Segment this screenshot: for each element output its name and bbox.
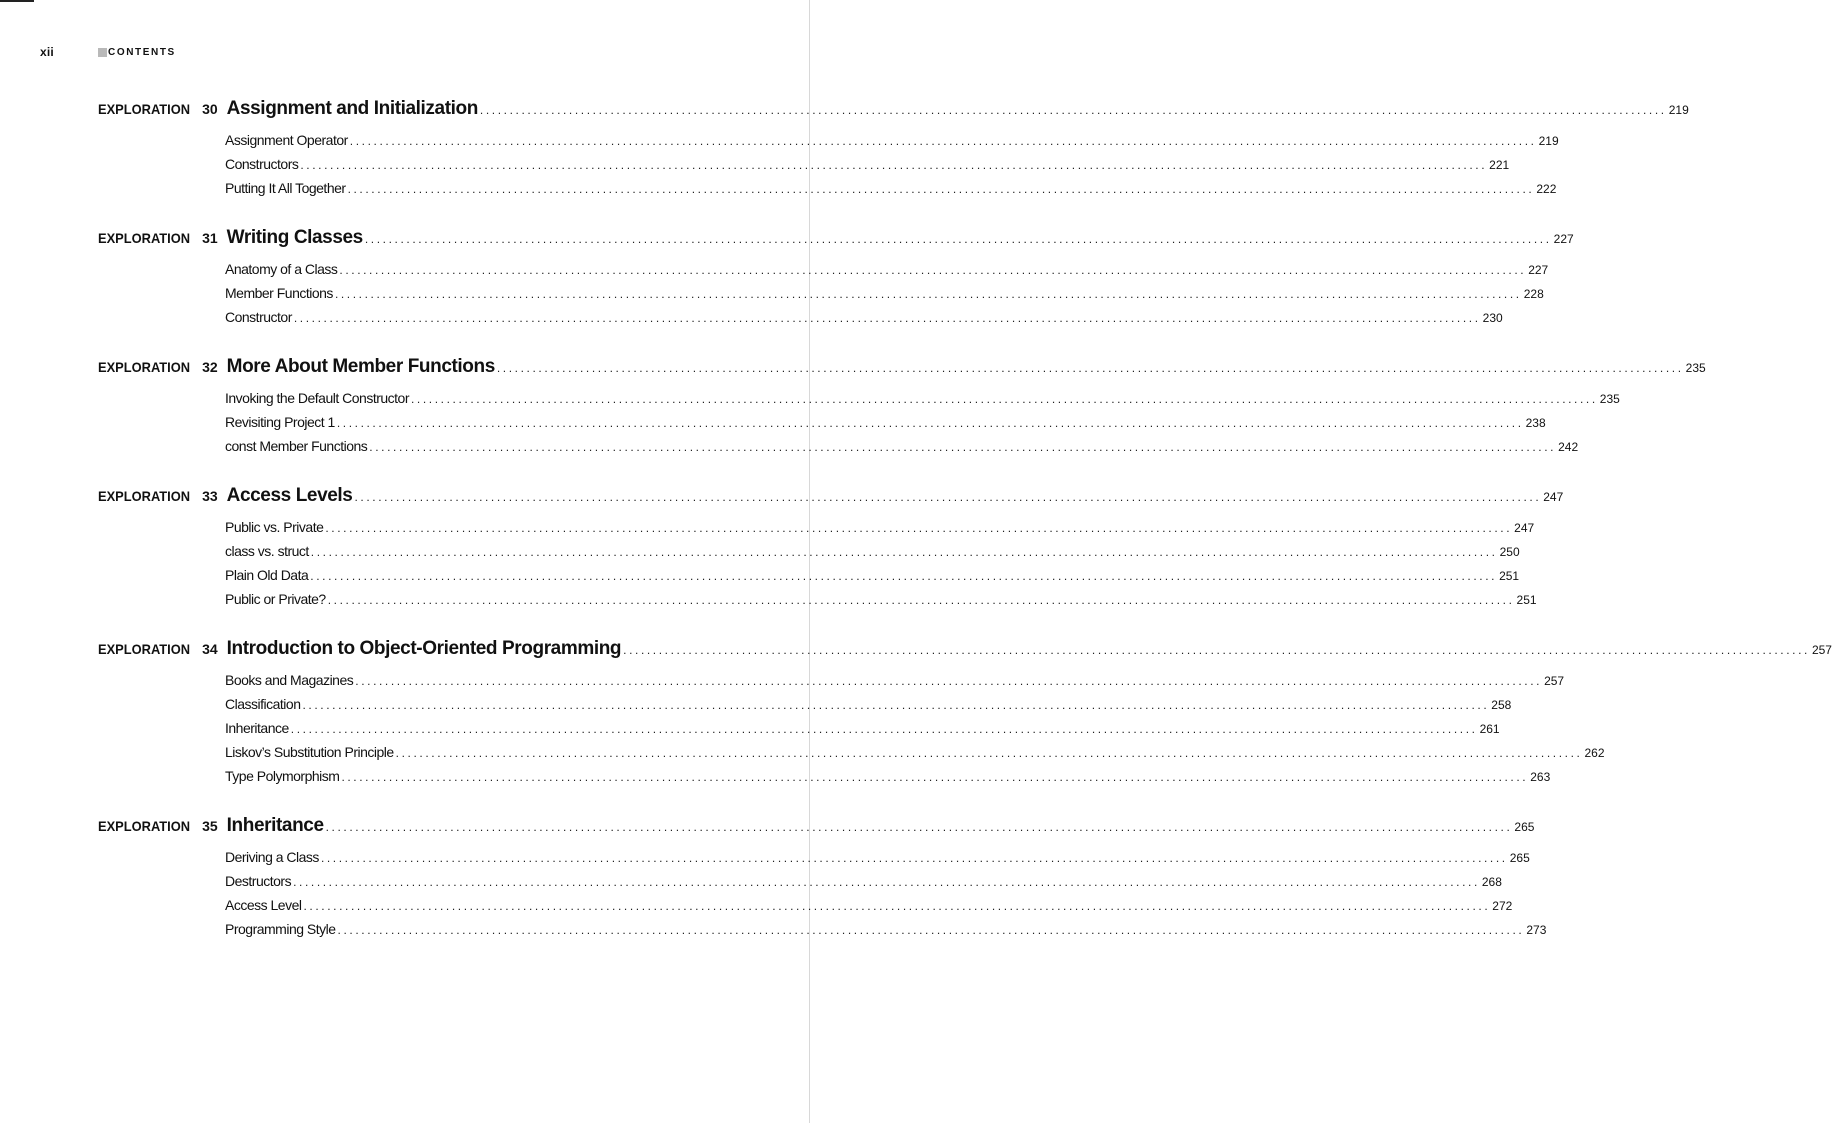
chapter-label: EXPLORATION xyxy=(98,488,191,504)
section-title: Inheritance xyxy=(225,720,289,736)
toc-chapter xyxy=(98,98,1689,204)
chapter-entry[interactable] xyxy=(98,227,1574,253)
section-entry[interactable] xyxy=(225,390,1620,414)
section-title: Public or Private? xyxy=(225,591,326,607)
section-entry[interactable] xyxy=(225,768,1551,792)
chapter-label: EXPLORATION xyxy=(98,230,191,246)
leader-dots: ........................................................................................................................................................................................................ xyxy=(336,416,1524,430)
section-entry[interactable] xyxy=(225,744,1605,768)
section-page: 227 xyxy=(1528,263,1549,277)
leader-dots: ........................................................................................................................................................................................................ xyxy=(347,182,1535,196)
section-page: 222 xyxy=(1536,182,1557,196)
section-title: Type Polymorphism xyxy=(225,768,340,784)
leader-dots: ........................................................................................................................................................................................................ xyxy=(303,899,1491,913)
leader-dots: ........................................................................................................................................................................................................ xyxy=(293,875,1480,889)
leader-dots: ........................................................................................................................................................................................................ xyxy=(334,287,1522,301)
section-entry[interactable] xyxy=(225,897,1513,921)
section-page: 268 xyxy=(1481,875,1502,889)
section-title: Revisiting Project 1 xyxy=(225,414,335,430)
chapter-page: 247 xyxy=(1543,490,1564,504)
section-title: Member Functions xyxy=(225,285,333,301)
contents-label: CONTENTS xyxy=(108,46,176,58)
section-title: Constructors xyxy=(225,156,299,172)
chapter-label: EXPLORATION xyxy=(98,101,191,117)
section-list xyxy=(225,849,1547,945)
section-page: 235 xyxy=(1599,392,1620,406)
chapter-label: EXPLORATION xyxy=(98,818,191,834)
section-entry[interactable] xyxy=(225,873,1502,897)
toc-chapter xyxy=(98,227,1574,333)
leader-dots: ........................................................................................................................................................................................................ xyxy=(364,232,1552,246)
section-entry[interactable] xyxy=(225,591,1537,615)
section-title: Assignment Operator xyxy=(225,132,348,148)
section-title: Destructors xyxy=(225,873,292,889)
section-page: 238 xyxy=(1525,416,1546,430)
leader-dots: ........................................................................................................................................................................................................ xyxy=(355,674,1543,688)
chapter-title: Access Levels xyxy=(226,485,353,506)
leader-dots: ........................................................................................................................................................................................................ xyxy=(411,392,1598,406)
toc-chapter xyxy=(98,815,1547,945)
section-entry[interactable] xyxy=(225,672,1565,696)
leader-dots: ........................................................................................................................................................................................................ xyxy=(302,698,1490,712)
square-marker-icon xyxy=(98,48,107,57)
section-entry[interactable] xyxy=(225,285,1544,309)
page-number: xii xyxy=(40,45,54,59)
section-title: Programming Style xyxy=(225,921,336,937)
section-page: 242 xyxy=(1558,440,1579,454)
section-title: Access Level xyxy=(225,897,302,913)
chapter-page: 265 xyxy=(1514,820,1535,834)
leader-dots: ........................................................................................................................................................................................................ xyxy=(325,521,1513,535)
chapter-entry[interactable] xyxy=(98,638,1832,664)
section-title: class vs. struct xyxy=(225,543,309,559)
toc-chapter xyxy=(98,356,1706,462)
section-page: 258 xyxy=(1491,698,1512,712)
chapter-title: Assignment and Initialization xyxy=(226,98,478,119)
chapter-title: Inheritance xyxy=(226,815,324,836)
chapter-title: Writing Classes xyxy=(226,227,363,248)
leader-dots: ........................................................................................................................................................................................................ xyxy=(337,923,1525,937)
section-page: 221 xyxy=(1489,158,1510,172)
section-page: 219 xyxy=(1538,134,1559,148)
section-entry[interactable] xyxy=(225,849,1530,873)
section-entry[interactable] xyxy=(225,414,1546,438)
leader-dots: ........................................................................................................................................................................................................ xyxy=(327,593,1515,607)
section-title: Putting It All Together xyxy=(225,180,346,196)
running-header xyxy=(40,44,176,60)
chapter-number: 35 xyxy=(202,818,218,834)
leader-dots: ........................................................................................................................................................................................................ xyxy=(293,311,1481,325)
section-entry[interactable] xyxy=(225,921,1547,945)
chapter-entry[interactable] xyxy=(98,485,1564,511)
section-entry[interactable] xyxy=(225,720,1500,744)
section-page: 261 xyxy=(1479,722,1500,736)
section-entry[interactable] xyxy=(225,543,1520,567)
section-entry[interactable] xyxy=(225,309,1503,333)
section-title: Classification xyxy=(225,696,301,712)
section-title: Deriving a Class xyxy=(225,849,319,865)
toc-chapter xyxy=(98,638,1832,792)
chapter-page: 235 xyxy=(1685,361,1706,375)
section-entry[interactable] xyxy=(225,519,1535,543)
section-page: 263 xyxy=(1530,770,1551,784)
leader-dots: ........................................................................................................................................................................................................ xyxy=(479,103,1667,117)
chapter-number: 34 xyxy=(202,641,218,657)
chapter-label: EXPLORATION xyxy=(98,641,191,657)
leader-dots: ........................................................................................................................................................................................................ xyxy=(349,134,1537,148)
toc-chapter xyxy=(98,485,1564,615)
leader-dots: ........................................................................................................................................................................................................ xyxy=(290,722,1478,736)
leader-dots: ........................................................................................................................................................................................................ xyxy=(341,770,1529,784)
section-title: Invoking the Default Constructor xyxy=(225,390,409,406)
chapter-page: 227 xyxy=(1553,232,1574,246)
section-entry[interactable] xyxy=(225,261,1549,285)
section-entry[interactable] xyxy=(225,696,1512,720)
section-list xyxy=(225,672,1605,792)
section-title: Public vs. Private xyxy=(225,519,324,535)
leader-dots: ........................................................................................................................................................................................................ xyxy=(310,569,1498,583)
leader-dots: ........................................................................................................................................................................................................ xyxy=(300,158,1488,172)
section-title: Plain Old Data xyxy=(225,567,309,583)
section-list xyxy=(225,132,1559,204)
section-page: 262 xyxy=(1584,746,1605,760)
section-label xyxy=(98,47,176,58)
leader-dots: ........................................................................................................................................................................................................ xyxy=(395,746,1583,760)
section-entry[interactable] xyxy=(225,567,1520,591)
top-rule xyxy=(0,0,34,2)
leader-dots: ........................................................................................................................................................................................................ xyxy=(354,490,1542,504)
leader-dots: ........................................................................................................................................................................................................ xyxy=(369,440,1557,454)
leader-dots: ........................................................................................................................................................................................................ xyxy=(325,820,1513,834)
section-page: 247 xyxy=(1514,521,1535,535)
section-title: Liskov’s Substitution Principle xyxy=(225,744,394,760)
section-page: 251 xyxy=(1499,569,1520,583)
leader-dots: ........................................................................................................................................................................................................ xyxy=(623,643,1810,657)
chapter-number: 31 xyxy=(202,230,218,246)
table-of-contents xyxy=(98,98,1832,968)
section-entry[interactable] xyxy=(225,156,1510,180)
chapter-page: 257 xyxy=(1811,643,1832,657)
section-list xyxy=(225,390,1620,462)
section-title: Books and Magazines xyxy=(225,672,354,688)
section-list xyxy=(225,519,1537,615)
section-page: 257 xyxy=(1544,674,1565,688)
section-page: 273 xyxy=(1526,923,1547,937)
chapter-number: 32 xyxy=(202,359,218,375)
section-page: 228 xyxy=(1523,287,1544,301)
chapter-entry[interactable] xyxy=(98,815,1535,841)
chapter-entry[interactable] xyxy=(98,356,1706,382)
chapter-number: 33 xyxy=(202,488,218,504)
section-page: 230 xyxy=(1482,311,1503,325)
leader-dots: ........................................................................................................................................................................................................ xyxy=(320,851,1508,865)
section-title: Anatomy of a Class xyxy=(225,261,338,277)
leader-dots: ........................................................................................................................................................................................................ xyxy=(339,263,1527,277)
chapter-entry[interactable] xyxy=(98,98,1689,124)
leader-dots: ........................................................................................................................................................................................................ xyxy=(310,545,1498,559)
section-entry[interactable] xyxy=(225,180,1557,204)
section-title: const Member Functions xyxy=(225,438,368,454)
chapter-title: More About Member Functions xyxy=(226,356,495,377)
section-page: 265 xyxy=(1509,851,1530,865)
chapter-title: Introduction to Object-Oriented Programming xyxy=(226,638,622,659)
chapter-label: EXPLORATION xyxy=(98,359,191,375)
section-page: 251 xyxy=(1516,593,1537,607)
leader-dots: ........................................................................................................................................................................................................ xyxy=(496,361,1684,375)
section-page: 272 xyxy=(1492,899,1513,913)
section-entry[interactable] xyxy=(225,132,1559,156)
section-title: Constructor xyxy=(225,309,292,325)
section-list xyxy=(225,261,1549,333)
chapter-number: 30 xyxy=(202,101,218,117)
section-entry[interactable] xyxy=(225,438,1579,462)
section-page: 250 xyxy=(1499,545,1520,559)
chapter-page: 219 xyxy=(1668,103,1689,117)
